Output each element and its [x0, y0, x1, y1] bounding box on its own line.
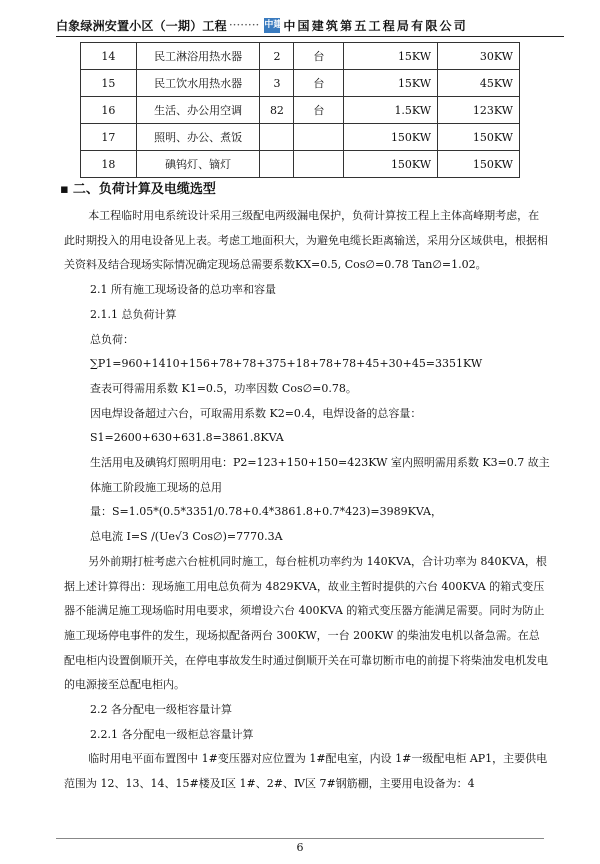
subheading-2-1-1: 2.1.1 总负荷计算 [90, 307, 177, 321]
unit-power: 15KW [344, 70, 438, 97]
page-header [56, 14, 564, 37]
table-row [81, 70, 520, 97]
document-body [64, 204, 550, 797]
row-index: 17 [81, 124, 137, 151]
equipment-unit: 台 [294, 43, 344, 70]
bullet-icon: ▪ [60, 182, 69, 197]
unit-power: 150KW [344, 151, 438, 178]
table-row [81, 124, 520, 151]
section-title: 二、负荷计算及电缆选型 [72, 182, 216, 197]
equipment-quantity [260, 124, 294, 151]
lighting-load-text: 生活用电及碘钨灯照明用电：P2=123+150+150=423KW 室内照明需用系数 K3=0.7 故主体施工阶段施工现场的总用 [90, 456, 550, 494]
unit-power: 150KW [344, 124, 438, 151]
equipment-name: 照明、办公、煮饭 [136, 124, 260, 151]
equipment-unit [294, 124, 344, 151]
subheading-2-2-1: 2.2.1 各分配电一级柜总容量计算 [90, 727, 254, 741]
company-name: 中国建筑第五工程局有限公司 [283, 18, 468, 33]
equipment-name: 民工饮水用热水器 [136, 70, 260, 97]
table-row [81, 97, 520, 124]
row-index: 18 [81, 151, 137, 178]
total-power: 123KW [438, 97, 520, 124]
equipment-unit: 台 [294, 97, 344, 124]
project-name: 白象绿洲安置小区（一期）工程 [56, 18, 227, 33]
header-leader-dots: ········ [228, 18, 260, 32]
total-power: 150KW [438, 124, 520, 151]
distribution-paragraph: 临时用电平面布置图中 1#变压器对应位置为 1#配电室，内设 1#一级配电柜 AP1，主要供电范围为 12、13、14、15#楼及Ⅰ区 1#、2#、Ⅳ区 7#钢筋棚，主要用电设备为：4 [64, 752, 548, 791]
table-row [81, 151, 520, 178]
total-current-formula: 总电流 I=S /(Ue√3 Cos∅)=7770.3A [90, 530, 283, 544]
subheading-2-1: 2.1 所有施工现场设备的总功率和容量 [90, 283, 276, 297]
unit-power: 1.5KW [344, 97, 438, 124]
equipment-quantity: 3 [260, 70, 294, 97]
equipment-name: 民工淋浴用热水器 [136, 43, 260, 70]
page-footer [56, 838, 544, 854]
piling-paragraph: 另外前期打桩考虑六台桩机同时施工，每台桩机功率约为 140KVA，合计功率为 840KVA，根据上述计算得出：现场施工用电总负荷为 4829KVA，故业主暂时提供的六台 400KVA 的箱式变压器不能满足施工现场临时用电要求，须增设六台 400KVA 的箱式变压器方能满足需要。同时为防止施工现场停电事件的发生，现场拟配备两台 300KW，一台 200KW 的柴油发电机以备急需。在总配电柜内设置倒顺开关，在停电事故发生时通过倒顺开关在可靠切断市电的前提下将柴油发电机发电的电源接至总配电柜内。 [64, 554, 548, 692]
welding-factor-text: 因电焊设备超过六台，可取需用系数 K2=0.4，电焊设备的总容量： [90, 406, 422, 420]
equipment-table [80, 42, 520, 178]
equipment-quantity [260, 151, 294, 178]
equipment-name: 生活、办公用空调 [136, 97, 260, 124]
equipment-unit [294, 151, 344, 178]
total-capacity-formula: 量：S=1.05*(0.5*3351/0.78+0.4*3861.8+0.7*423)=3989KVA， [90, 505, 442, 519]
section-heading [60, 178, 216, 197]
page-number: 6 [296, 841, 304, 854]
company-logo-icon: 中建 [264, 18, 280, 33]
equipment-quantity: 2 [260, 43, 294, 70]
equipment-quantity: 82 [260, 97, 294, 124]
total-power: 30KW [438, 43, 520, 70]
demand-factor-text: 查表可得需用系数 K1=0.5，功率因数 Cos∅=0.78。 [90, 381, 357, 395]
total-power: 150KW [438, 151, 520, 178]
row-index: 14 [81, 43, 137, 70]
equipment-name: 碘钨灯、镝灯 [136, 151, 260, 178]
total-load-label: 总负荷： [90, 332, 134, 346]
subheading-2-2: 2.2 各分配电一级柜容量计算 [90, 703, 232, 717]
equipment-unit: 台 [294, 70, 344, 97]
total-power: 45KW [438, 70, 520, 97]
unit-power: 15KW [344, 43, 438, 70]
row-index: 15 [81, 70, 137, 97]
intro-paragraph: 本工程临时用电系统设计采用三级配电两级漏电保护，负荷计算按工程上主体高峰期考虑，在此时期投入的用电设备见上表。考虑工地面积大，为避免电缆长距离输送，采用分区域供电，根据相关资料及结合现场实际情况确定现场总需要系数KX=0.5, Cos∅=0.78 Tan∅=1.02。 [64, 209, 548, 272]
table-row [81, 43, 520, 70]
power-sum-formula: ∑P1=960+1410+156+78+78+375+18+78+78+45+30+45=3351KW [90, 357, 483, 371]
row-index: 16 [81, 97, 137, 124]
welding-capacity-formula: S1=2600+630+631.8=3861.8KVA [90, 431, 284, 445]
